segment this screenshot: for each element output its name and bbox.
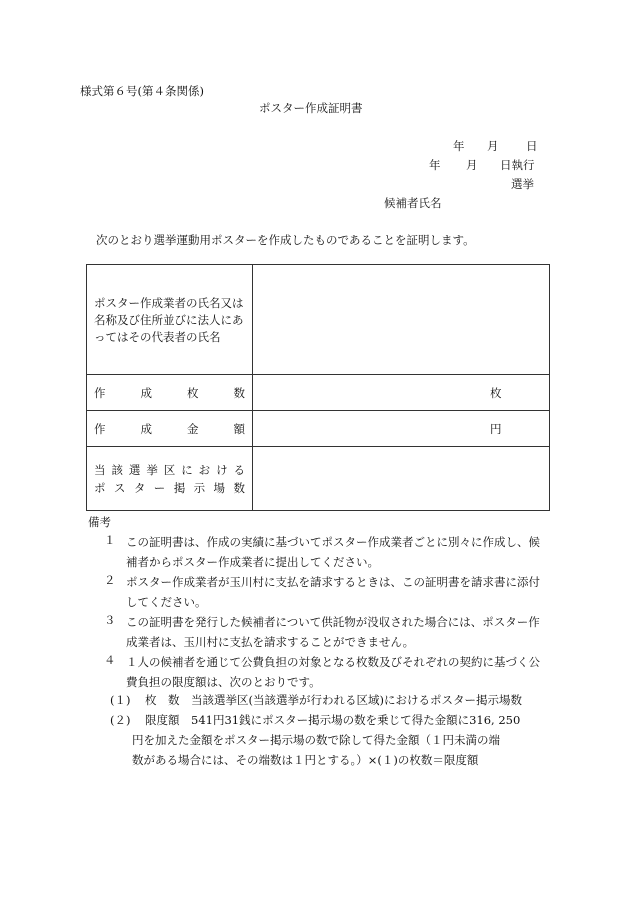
certificate-table	[86, 264, 550, 511]
label-char: け	[216, 463, 228, 477]
label-char: る	[233, 463, 245, 477]
label-char: 場	[213, 481, 226, 495]
label-char: ポ	[94, 481, 106, 495]
date-day-label: 日	[526, 139, 538, 153]
candidate-name-label: 候補者氏名	[384, 196, 442, 210]
producer-label-cell	[87, 265, 253, 374]
notes-heading: 備考	[88, 515, 111, 529]
amount-label	[94, 421, 245, 437]
label-char: 示	[193, 481, 206, 495]
form-number: 様式第６号(第４条関係)	[80, 84, 204, 98]
label-char: 区	[163, 463, 176, 477]
sub-item-quantity: 枚 数 当該選挙区(当該選挙が行われる区域)におけるポスター掲示場数	[145, 693, 522, 707]
sub-item-number-1: (１)	[110, 693, 131, 707]
label-char: 当	[94, 463, 106, 477]
producer-label-line-3: ってはその代表者の氏名	[94, 330, 221, 344]
label-char: 成	[140, 422, 152, 436]
label-char: ー	[153, 481, 166, 495]
quantity-unit: 枚	[490, 386, 502, 400]
label-char: お	[198, 463, 211, 477]
note-item-2: ポスター作成業者が玉川村に支払を請求するときは、この証明書を請求書に添付してください。	[126, 575, 540, 609]
poster-sites-label-line-2	[94, 480, 245, 496]
label-char: 数	[233, 481, 245, 495]
table-row-poster-sites	[87, 447, 549, 510]
table-row-quantity	[87, 375, 549, 411]
election-month-label: 月	[466, 158, 478, 172]
election-day-held-label: 日執行	[500, 158, 535, 172]
sub-item-limit-line-1: 限度額 541円31銭にポスター掲示場の数を乗じて得た金額に316, 250	[145, 713, 521, 727]
label-char: 選	[128, 463, 141, 477]
document-title: ポスター作成証明書	[259, 101, 363, 115]
note-number-1: １	[104, 533, 116, 547]
label-char: 該	[111, 463, 123, 477]
producer-label-line-2: 名称及び住所並びに法人にあ	[94, 313, 244, 327]
sub-item-limit-line-3: 数がある場合には、その端数は１円とする。）×(１)の枚数＝限度額	[132, 753, 479, 767]
label-char: 作	[94, 386, 106, 400]
election-label: 選挙	[511, 177, 534, 191]
label-char: に	[181, 463, 193, 477]
sub-item-number-2: (２)	[110, 713, 131, 727]
note-item-1: この証明書は、作成の実績に基づいてポスター作成業者ごとに別々に作成し、候補者からポスター作成業者に提出してください。	[126, 535, 540, 569]
producer-label-line-1: ポスター作成業者の氏名又は	[94, 296, 244, 310]
label-char: ス	[113, 481, 126, 495]
label-char: 掲	[173, 481, 186, 495]
label-char: 成	[140, 386, 152, 400]
certification-statement: 次のとおり選挙運動用ポスターを作成したものであることを証明します。	[96, 233, 475, 247]
date-year-label: 年	[453, 139, 465, 153]
label-char: 数	[233, 386, 245, 400]
poster-sites-label-line-1	[94, 462, 245, 478]
election-year-label: 年	[429, 158, 441, 172]
quantity-label-cell	[87, 375, 253, 410]
poster-sites-label-cell	[87, 447, 253, 510]
label-char: 挙	[146, 463, 158, 477]
note-number-2: ２	[104, 573, 116, 587]
sub-item-limit-line-2: 円を加えた金額をポスター掲示場の数で除して得た金額（１円未満の端	[132, 733, 500, 747]
amount-unit: 円	[490, 422, 502, 436]
label-char: 金	[187, 422, 199, 436]
label-char: 作	[94, 422, 106, 436]
note-number-3: ３	[104, 613, 116, 627]
quantity-label	[94, 385, 245, 401]
label-char: 額	[233, 422, 245, 436]
note-item-3: この証明書を発行した候補者について供託物が没収された場合には、ポスター作成業者は、玉川村に支払を請求することができません。	[126, 615, 540, 649]
amount-label-cell	[87, 411, 253, 446]
table-row-producer	[87, 265, 549, 375]
note-number-4: ４	[104, 653, 116, 667]
label-char: タ	[133, 481, 146, 495]
date-month-label: 月	[487, 139, 499, 153]
label-char: 枚	[187, 386, 199, 400]
table-row-amount	[87, 411, 549, 447]
note-item-4: １人の候補者を通じて公費負担の対象となる枚数及びそれぞれの契約に基づく公費負担の限度額は、次のとおりです。	[126, 655, 540, 689]
